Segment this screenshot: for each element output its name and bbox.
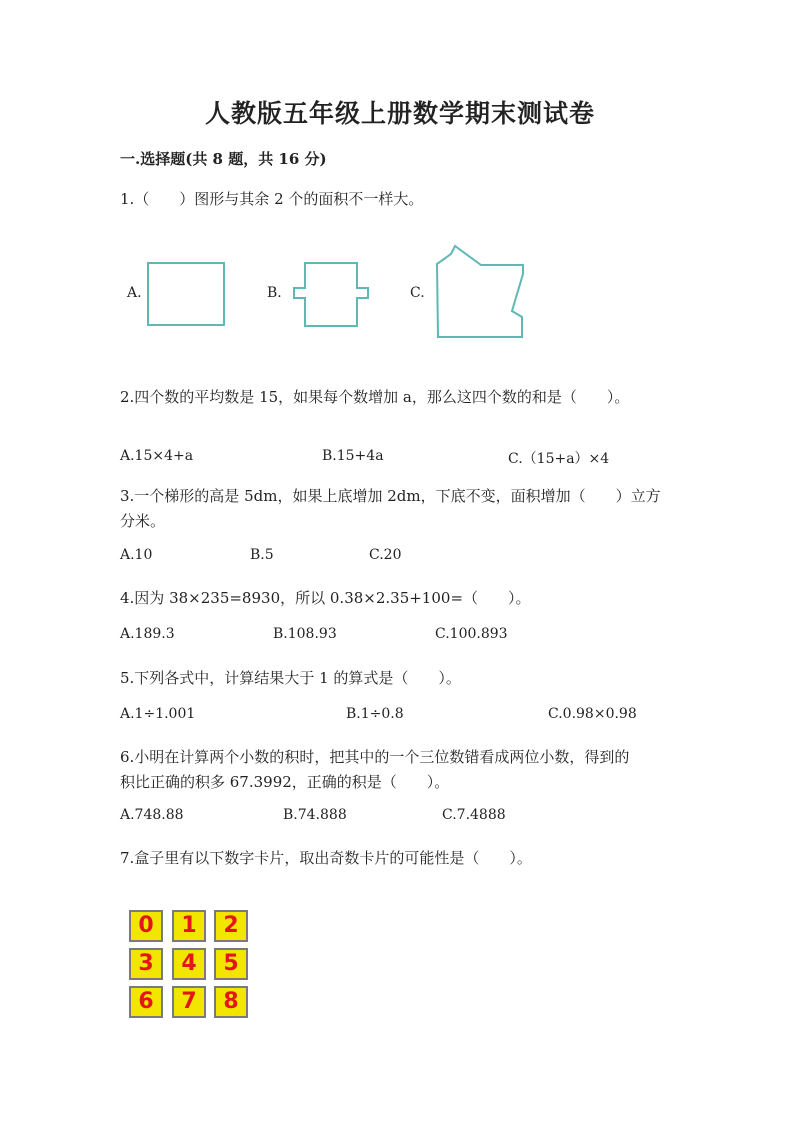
- q4-option-b: B.108.93: [273, 626, 337, 642]
- q1-label-a: A.: [127, 285, 142, 301]
- question-7-text: 7.盒子里有以下数字卡片，取出奇数卡片的可能性是（ ）。: [120, 849, 532, 867]
- q3-option-b: B.5: [250, 547, 274, 563]
- q1-label-b: B.: [267, 285, 282, 301]
- q1-shapes: [140, 240, 540, 345]
- q3-option-a: A.10: [120, 547, 153, 563]
- page-title: 人教版五年级上册数学期末测试卷: [204, 99, 595, 128]
- digit-card-0: 0: [129, 910, 163, 942]
- question-4-text: 4.因为 38×235=8930，所以 0.38×2.35+100=（ ）。: [120, 589, 531, 607]
- digit-card-1: 1: [172, 910, 206, 942]
- q2-option-c: C.（15+a）×4: [508, 451, 610, 467]
- q5-option-c: C.0.98×0.98: [548, 706, 637, 722]
- question-6-line1: 6.小明在计算两个小数的积时，把其中的一个三位数错看成两位小数，得到的: [120, 748, 630, 766]
- shape-b-notched: [294, 263, 368, 326]
- q3-option-c: C.20: [369, 547, 402, 563]
- question-3-line2: 分米。: [120, 512, 166, 530]
- q5-option-b: B.1÷0.8: [346, 706, 404, 722]
- q6-option-c: C.7.4888: [442, 807, 506, 823]
- question-3-line1: 3.一个梯形的高是 5dm，如果上底增加 2dm，下底不变，面积增加（ ）立方: [120, 487, 661, 505]
- digit-card-8: 8: [214, 986, 248, 1018]
- question-5-text: 5.下列各式中，计算结果大于 1 的算式是（ ）。: [120, 669, 461, 687]
- digit-card-6: 6: [129, 986, 163, 1018]
- q6-option-b: B.74.888: [283, 807, 347, 823]
- digit-card-4: 4: [172, 948, 206, 980]
- question-6-line2: 积比正确的积多 67.3992，正确的积是（ ）。: [120, 773, 450, 791]
- q4-option-c: C.100.893: [435, 626, 508, 642]
- q1-label-c: C.: [410, 285, 425, 301]
- q2-option-b: B.15+4a: [322, 448, 384, 464]
- shape-c-irregular: [437, 246, 523, 337]
- digit-card-5: 5: [214, 948, 248, 980]
- q5-option-a: A.1÷1.001: [120, 706, 196, 722]
- question-1-text: 1.（ ）图形与其余 2 个的面积不一样大。: [120, 190, 424, 208]
- question-2-text: 2.四个数的平均数是 15，如果每个数增加 a，那么这四个数的和是（ ）。: [120, 388, 630, 406]
- q2-option-a: A.15×4+a: [120, 448, 194, 464]
- q6-option-a: A.748.88: [120, 807, 184, 823]
- digit-card-2: 2: [214, 910, 248, 942]
- digit-card-3: 3: [129, 948, 163, 980]
- digit-card-7: 7: [172, 986, 206, 1018]
- section-heading: 一.选择题(共 8 题，共 16 分): [120, 150, 327, 168]
- shape-a-square: [148, 263, 224, 325]
- q4-option-a: A.189.3: [120, 626, 175, 642]
